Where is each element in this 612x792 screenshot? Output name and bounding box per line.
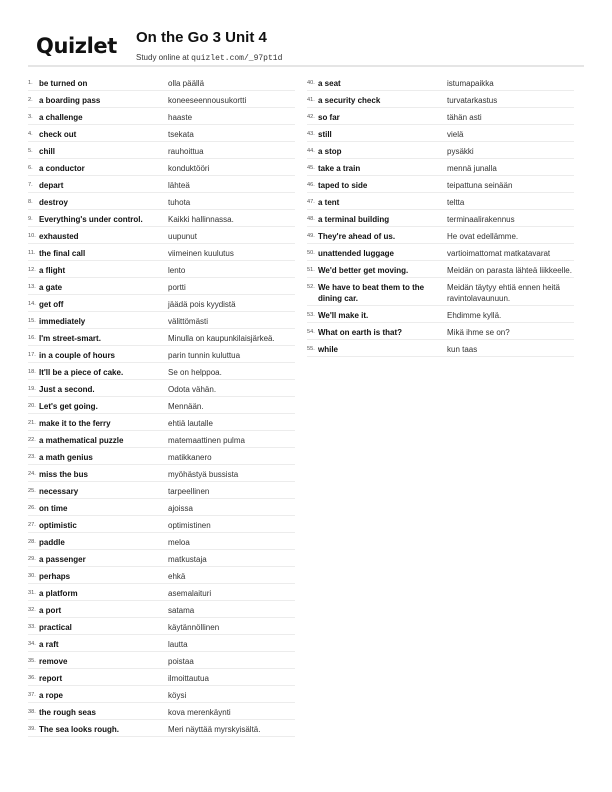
item-number: 40. [307, 80, 315, 86]
item-number: 7. [28, 182, 33, 188]
item-number: 39. [28, 726, 36, 732]
term: remove [39, 657, 68, 666]
term: report [39, 674, 63, 683]
vocab-row [307, 340, 574, 357]
definition: Odota vähän. [168, 385, 217, 394]
set-title: On the Go 3 Unit 4 [136, 29, 267, 46]
definition: tsekata [168, 130, 194, 139]
definition: Se on helppoa. [168, 368, 222, 377]
definition: teltta [447, 198, 465, 207]
term: miss the bus [39, 470, 88, 479]
definition: Minulla on kaupunkilaisjärkeä. [168, 334, 275, 343]
item-number: 20. [28, 403, 36, 409]
vocab-row [28, 635, 295, 652]
term: a passenger [39, 555, 86, 564]
term: a boarding pass [39, 96, 101, 105]
item-number: 31. [28, 590, 36, 596]
term: a raft [39, 640, 59, 649]
term: paddle [39, 538, 65, 547]
term: I'm street-smart. [39, 334, 101, 343]
term: a math genius [39, 453, 93, 462]
term: chill [39, 147, 56, 156]
definition: vielä [447, 130, 464, 139]
definition: haaste [168, 113, 193, 122]
item-number: 30. [28, 573, 36, 579]
vocab-row [28, 346, 295, 363]
term: get off [39, 300, 64, 309]
vocab-row [307, 125, 574, 142]
item-number: 28. [28, 539, 36, 545]
vocab-row [28, 74, 295, 91]
vocab-row [307, 74, 574, 91]
vocab-row [307, 91, 574, 108]
term: necessary [39, 487, 79, 496]
item-number: 43. [307, 131, 315, 137]
definition: köysi [168, 691, 187, 700]
definition: uupunut [168, 232, 197, 241]
definition: terminaalirakennus [447, 215, 515, 224]
item-number: 27. [28, 522, 36, 528]
vocab-row [307, 210, 574, 227]
vocab-row [28, 295, 295, 312]
definition: Meri näyttää myrskyisältä. [168, 725, 261, 734]
vocab-row [28, 686, 295, 703]
term: a rope [39, 691, 64, 700]
term: a platform [39, 589, 78, 598]
item-number: 45. [307, 165, 315, 171]
vocab-row [307, 323, 574, 340]
vocab-row [28, 91, 295, 108]
vocab-row [307, 142, 574, 159]
definition: vartioimattomat matkatavarat [447, 249, 551, 258]
vocab-row [28, 227, 295, 244]
study-url-link[interactable]: quizlet.com/_97pt1d [191, 54, 283, 63]
definition: matemaattinen pulma [168, 436, 245, 445]
term: the rough seas [39, 708, 96, 717]
term: They're ahead of us. [318, 232, 396, 241]
item-number: 38. [28, 709, 36, 715]
right-column [307, 74, 574, 357]
item-number: 8. [28, 199, 33, 205]
definition: Ehdimme kyllä. [447, 311, 502, 320]
vocab-row [307, 244, 574, 261]
vocab-row [307, 193, 574, 210]
term: so far [318, 113, 340, 122]
item-number: 3. [28, 114, 33, 120]
vocab-row [28, 414, 295, 431]
term: a flight [39, 266, 66, 275]
item-number: 23. [28, 454, 36, 460]
vocab-row [28, 363, 295, 380]
term: perhaps [39, 572, 71, 581]
term: a security check [318, 96, 381, 105]
item-number: 16. [28, 335, 36, 341]
item-number: 47. [307, 199, 315, 205]
vocab-row [28, 720, 295, 737]
definition: portti [168, 283, 186, 292]
item-number: 13. [28, 284, 36, 290]
definition: lähteä [168, 181, 190, 190]
item-number: 42. [307, 114, 315, 120]
item-number: 53. [307, 312, 315, 318]
definition: satama [168, 606, 195, 615]
definition: lento [168, 266, 186, 275]
item-number: 44. [307, 148, 315, 154]
item-number: 34. [28, 641, 36, 647]
item-number: 14. [28, 301, 36, 307]
term: We have to beat them to the dining car. [318, 283, 425, 303]
item-number: 26. [28, 505, 36, 511]
term: practical [39, 623, 72, 632]
definition: käytännöllinen [168, 623, 220, 632]
definition: He ovat edellämme. [447, 232, 519, 241]
definition: Meidän on parasta lähteä liikkeelle. [447, 266, 572, 275]
term: Just a second. [39, 385, 95, 394]
term: the final call [39, 249, 86, 258]
vocab-row [28, 499, 295, 516]
item-number: 12. [28, 267, 36, 273]
item-number: 2. [28, 97, 33, 103]
vocab-row [307, 108, 574, 125]
item-number: 52. [307, 284, 315, 290]
definition: Kaikki hallinnassa. [168, 215, 234, 224]
item-number: 51. [307, 267, 315, 273]
item-number: 54. [307, 329, 315, 335]
item-number: 32. [28, 607, 36, 613]
definition: kun taas [447, 345, 478, 354]
vocab-row [307, 278, 574, 306]
term: make it to the ferry [39, 419, 111, 428]
item-number: 17. [28, 352, 36, 358]
vocab-row [28, 465, 295, 482]
definition: tähän asti [447, 113, 482, 122]
item-number: 33. [28, 624, 36, 630]
item-number: 6. [28, 165, 33, 171]
definition: istumapaikka [447, 79, 494, 88]
definition: poistaa [168, 657, 194, 666]
term: a challenge [39, 113, 83, 122]
vocab-row [28, 176, 295, 193]
item-number: 9. [28, 216, 33, 222]
definition: Mikä ihme se on? [447, 328, 510, 337]
study-online-line [136, 53, 282, 63]
item-number: 36. [28, 675, 36, 681]
item-number: 29. [28, 556, 36, 562]
vocab-row [28, 652, 295, 669]
vocab-row [307, 176, 574, 193]
item-number: 22. [28, 437, 36, 443]
term: We'd better get moving. [318, 266, 409, 275]
item-number: 50. [307, 250, 315, 256]
term: while [318, 345, 339, 354]
vocab-row [28, 550, 295, 567]
definition: matkustaja [168, 555, 207, 564]
vocab-row [307, 159, 574, 176]
item-number: 24. [28, 471, 36, 477]
item-number: 5. [28, 148, 33, 154]
term: It'll be a piece of cake. [39, 368, 124, 377]
item-number: 21. [28, 420, 36, 426]
term: optimistic [39, 521, 77, 530]
definition: asemalaituri [168, 589, 212, 598]
term: Let's get going. [39, 402, 98, 411]
study-online-label: Study online at [136, 53, 192, 62]
term: unattended luggage [318, 249, 394, 258]
term: destroy [39, 198, 68, 207]
vocab-row [28, 584, 295, 601]
item-number: 15. [28, 318, 36, 324]
definition: matikkanero [168, 453, 212, 462]
term: a conductor [39, 164, 85, 173]
vocab-row [28, 703, 295, 720]
item-number: 46. [307, 182, 315, 188]
header-divider [28, 65, 584, 67]
left-column [28, 74, 295, 737]
vocab-row [28, 108, 295, 125]
term: a seat [318, 79, 341, 88]
item-number: 19. [28, 386, 36, 392]
term: Everything's under control. [39, 215, 143, 224]
vocab-row [28, 278, 295, 295]
term: exhausted [39, 232, 79, 241]
page-header [36, 26, 584, 66]
vocab-row [28, 669, 295, 686]
quizlet-logo: Quizlet [36, 34, 117, 58]
definition: lautta [168, 640, 188, 649]
term: a tent [318, 198, 340, 207]
definition: koneeseennousukortti [168, 96, 247, 105]
definition: turvatarkastus [447, 96, 498, 105]
term: check out [39, 130, 77, 139]
item-number: 25. [28, 488, 36, 494]
item-number: 49. [307, 233, 315, 239]
definition: Mennään. [168, 402, 204, 411]
definition: ajoissa [168, 504, 193, 513]
item-number: 10. [28, 233, 36, 239]
vocab-row [28, 210, 295, 227]
vocab-row [28, 516, 295, 533]
definition: tuhota [168, 198, 191, 207]
definition: parin tunnin kuluttua [168, 351, 241, 360]
vocab-row [28, 380, 295, 397]
term: We'll make it. [318, 311, 369, 320]
item-number: 4. [28, 131, 33, 137]
definition: jäädä pois kyydistä [168, 300, 236, 309]
definition: meloa [168, 538, 190, 547]
vocab-row [28, 244, 295, 261]
vocab-row [28, 618, 295, 635]
vocab-row [307, 227, 574, 244]
item-number: 37. [28, 692, 36, 698]
term: a mathematical puzzle [39, 436, 124, 445]
definition: välittömästi [168, 317, 209, 326]
term: be turned on [39, 79, 88, 88]
definition: teipattuna seinään [447, 181, 513, 190]
term: a port [39, 606, 62, 615]
term: immediately [39, 317, 86, 326]
term: a terminal building [318, 215, 390, 224]
definition: rauhoittua [168, 147, 204, 156]
item-number: 55. [307, 346, 315, 352]
vocab-row [28, 159, 295, 176]
item-number: 1. [28, 80, 33, 86]
term: a stop [318, 147, 342, 156]
definition: optimistinen [168, 521, 211, 530]
item-number: 48. [307, 216, 315, 222]
definition: myöhästyä bussista [168, 470, 239, 479]
term: taped to side [318, 181, 368, 190]
definition: viimeinen kuulutus [168, 249, 234, 258]
definition: olla päällä [168, 79, 205, 88]
term: depart [39, 181, 64, 190]
vocab-row [28, 431, 295, 448]
definition: tarpeellinen [168, 487, 210, 496]
definition: ehtiä lautalle [168, 419, 213, 428]
item-number: 41. [307, 97, 315, 103]
vocab-row [28, 567, 295, 584]
definition: ehkä [168, 572, 186, 581]
vocab-row [28, 397, 295, 414]
term: in a couple of hours [39, 351, 116, 360]
term: What on earth is that? [318, 328, 402, 337]
vocab-row [28, 482, 295, 499]
definition: mennä junalla [447, 164, 497, 173]
term: a gate [39, 283, 63, 292]
vocab-row [28, 125, 295, 142]
vocab-row [28, 329, 295, 346]
vocab-row [307, 306, 574, 323]
item-number: 18. [28, 369, 36, 375]
vocab-row [307, 261, 574, 278]
definition: pysäkki [447, 147, 474, 156]
definition: Meidän täytyy ehtiä ennen heitä ravintolavaunuun. [447, 283, 560, 303]
vocab-row [28, 312, 295, 329]
definition: konduktööri [168, 164, 210, 173]
term: on time [39, 504, 68, 513]
definition: ilmoittautua [168, 674, 209, 683]
term: still [318, 130, 332, 139]
vocab-row [28, 448, 295, 465]
vocab-row [28, 193, 295, 210]
term: take a train [318, 164, 361, 173]
definition: kova merenkäynti [168, 708, 231, 717]
item-number: 11. [28, 250, 36, 256]
vocab-row [28, 261, 295, 278]
term: The sea looks rough. [39, 725, 120, 734]
vocab-row [28, 601, 295, 618]
vocab-row [28, 142, 295, 159]
item-number: 35. [28, 658, 36, 664]
vocab-row [28, 533, 295, 550]
